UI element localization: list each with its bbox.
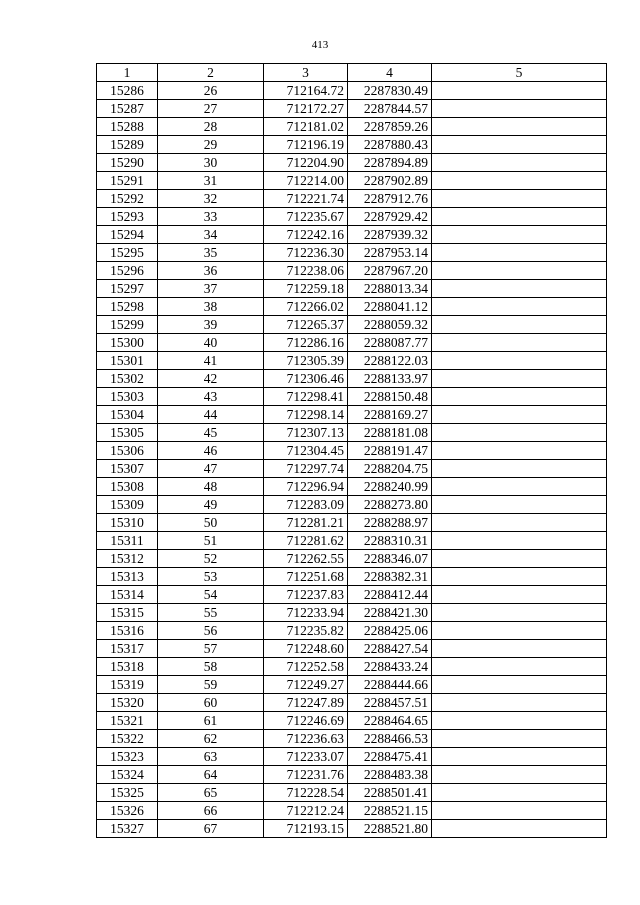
y-coordinate-cell: 2287953.14 <box>348 244 432 262</box>
note-cell <box>432 496 607 514</box>
x-coordinate-cell: 712262.55 <box>264 550 348 568</box>
point-number-cell: 37 <box>158 280 264 298</box>
point-id-cell: 15323 <box>97 748 158 766</box>
point-number-cell: 65 <box>158 784 264 802</box>
table-row <box>97 568 607 586</box>
point-id-cell: 15311 <box>97 532 158 550</box>
column-header-1: 1 <box>97 64 158 82</box>
x-coordinate-cell: 712235.67 <box>264 208 348 226</box>
y-coordinate-cell: 2288444.66 <box>348 676 432 694</box>
note-cell <box>432 568 607 586</box>
y-coordinate-cell: 2288041.12 <box>348 298 432 316</box>
x-coordinate-cell: 712196.19 <box>264 136 348 154</box>
table-row <box>97 658 607 676</box>
x-coordinate-cell: 712233.94 <box>264 604 348 622</box>
table-row <box>97 676 607 694</box>
table-row <box>97 154 607 172</box>
y-coordinate-cell: 2288133.97 <box>348 370 432 388</box>
point-number-cell: 40 <box>158 334 264 352</box>
point-id-cell: 15291 <box>97 172 158 190</box>
y-coordinate-cell: 2288288.97 <box>348 514 432 532</box>
point-number-cell: 43 <box>158 388 264 406</box>
x-coordinate-cell: 712235.82 <box>264 622 348 640</box>
table-row <box>97 388 607 406</box>
table-row <box>97 460 607 478</box>
point-id-cell: 15299 <box>97 316 158 334</box>
table-row <box>97 172 607 190</box>
y-coordinate-cell: 2288433.24 <box>348 658 432 676</box>
note-cell <box>432 694 607 712</box>
table-row <box>97 604 607 622</box>
point-number-cell: 46 <box>158 442 264 460</box>
note-cell <box>432 118 607 136</box>
point-id-cell: 15305 <box>97 424 158 442</box>
note-cell <box>432 370 607 388</box>
point-id-cell: 15300 <box>97 334 158 352</box>
y-coordinate-cell: 2288464.65 <box>348 712 432 730</box>
point-number-cell: 34 <box>158 226 264 244</box>
point-id-cell: 15302 <box>97 370 158 388</box>
point-id-cell: 15292 <box>97 190 158 208</box>
point-id-cell: 15317 <box>97 640 158 658</box>
table-body <box>97 82 607 838</box>
y-coordinate-cell: 2287844.57 <box>348 100 432 118</box>
y-coordinate-cell: 2288240.99 <box>348 478 432 496</box>
note-cell <box>432 748 607 766</box>
point-id-cell: 15287 <box>97 100 158 118</box>
table-row <box>97 766 607 784</box>
x-coordinate-cell: 712236.30 <box>264 244 348 262</box>
point-id-cell: 15314 <box>97 586 158 604</box>
note-cell <box>432 820 607 838</box>
table-row <box>97 370 607 388</box>
table-row <box>97 316 607 334</box>
y-coordinate-cell: 2288150.48 <box>348 388 432 406</box>
x-coordinate-cell: 712221.74 <box>264 190 348 208</box>
column-header-2: 2 <box>158 64 264 82</box>
y-coordinate-cell: 2288483.38 <box>348 766 432 784</box>
y-coordinate-cell: 2288273.80 <box>348 496 432 514</box>
x-coordinate-cell: 712306.46 <box>264 370 348 388</box>
point-number-cell: 42 <box>158 370 264 388</box>
x-coordinate-cell: 712298.14 <box>264 406 348 424</box>
table-row <box>97 226 607 244</box>
point-number-cell: 58 <box>158 658 264 676</box>
y-coordinate-cell: 2287880.43 <box>348 136 432 154</box>
point-id-cell: 15312 <box>97 550 158 568</box>
x-coordinate-cell: 712214.00 <box>264 172 348 190</box>
note-cell <box>432 802 607 820</box>
note-cell <box>432 244 607 262</box>
y-coordinate-cell: 2288412.44 <box>348 586 432 604</box>
y-coordinate-cell: 2288457.51 <box>348 694 432 712</box>
y-coordinate-cell: 2288475.41 <box>348 748 432 766</box>
table-row <box>97 280 607 298</box>
y-coordinate-cell: 2288169.27 <box>348 406 432 424</box>
point-id-cell: 15321 <box>97 712 158 730</box>
x-coordinate-cell: 712247.89 <box>264 694 348 712</box>
point-id-cell: 15307 <box>97 460 158 478</box>
point-id-cell: 15308 <box>97 478 158 496</box>
point-number-cell: 55 <box>158 604 264 622</box>
table-row <box>97 748 607 766</box>
x-coordinate-cell: 712231.76 <box>264 766 348 784</box>
table-row <box>97 478 607 496</box>
point-number-cell: 47 <box>158 460 264 478</box>
note-cell <box>432 172 607 190</box>
y-coordinate-cell: 2288310.31 <box>348 532 432 550</box>
point-id-cell: 15310 <box>97 514 158 532</box>
point-number-cell: 33 <box>158 208 264 226</box>
y-coordinate-cell: 2288346.07 <box>348 550 432 568</box>
x-coordinate-cell: 712204.90 <box>264 154 348 172</box>
point-id-cell: 15315 <box>97 604 158 622</box>
table-row <box>97 298 607 316</box>
note-cell <box>432 730 607 748</box>
table-row <box>97 802 607 820</box>
table-row <box>97 424 607 442</box>
x-coordinate-cell: 712283.09 <box>264 496 348 514</box>
y-coordinate-cell: 2288421.30 <box>348 604 432 622</box>
y-coordinate-cell: 2288382.31 <box>348 568 432 586</box>
table-row <box>97 334 607 352</box>
point-number-cell: 59 <box>158 676 264 694</box>
note-cell <box>432 352 607 370</box>
note-cell <box>432 208 607 226</box>
y-coordinate-cell: 2287859.26 <box>348 118 432 136</box>
column-header-4: 4 <box>348 64 432 82</box>
point-number-cell: 62 <box>158 730 264 748</box>
note-cell <box>432 658 607 676</box>
point-number-cell: 45 <box>158 424 264 442</box>
point-number-cell: 32 <box>158 190 264 208</box>
note-cell <box>432 388 607 406</box>
x-coordinate-cell: 712307.13 <box>264 424 348 442</box>
point-number-cell: 63 <box>158 748 264 766</box>
point-id-cell: 15313 <box>97 568 158 586</box>
table-row <box>97 514 607 532</box>
point-number-cell: 67 <box>158 820 264 838</box>
note-cell <box>432 478 607 496</box>
table-row <box>97 352 607 370</box>
note-cell <box>432 514 607 532</box>
table-row <box>97 640 607 658</box>
y-coordinate-cell: 2288122.03 <box>348 352 432 370</box>
point-id-cell: 15324 <box>97 766 158 784</box>
note-cell <box>432 550 607 568</box>
point-number-cell: 30 <box>158 154 264 172</box>
note-cell <box>432 82 607 100</box>
note-cell <box>432 100 607 118</box>
point-id-cell: 15316 <box>97 622 158 640</box>
note-cell <box>432 442 607 460</box>
table-header-row <box>97 64 607 82</box>
table-row <box>97 442 607 460</box>
point-number-cell: 52 <box>158 550 264 568</box>
x-coordinate-cell: 712236.63 <box>264 730 348 748</box>
y-coordinate-cell: 2288013.34 <box>348 280 432 298</box>
x-coordinate-cell: 712304.45 <box>264 442 348 460</box>
y-coordinate-cell: 2288521.80 <box>348 820 432 838</box>
note-cell <box>432 460 607 478</box>
x-coordinate-cell: 712246.69 <box>264 712 348 730</box>
point-number-cell: 41 <box>158 352 264 370</box>
point-id-cell: 15319 <box>97 676 158 694</box>
point-number-cell: 56 <box>158 622 264 640</box>
y-coordinate-cell: 2288521.15 <box>348 802 432 820</box>
point-number-cell: 64 <box>158 766 264 784</box>
table-row <box>97 496 607 514</box>
point-id-cell: 15306 <box>97 442 158 460</box>
note-cell <box>432 334 607 352</box>
point-id-cell: 15293 <box>97 208 158 226</box>
table-row <box>97 532 607 550</box>
y-coordinate-cell: 2288087.77 <box>348 334 432 352</box>
point-number-cell: 26 <box>158 82 264 100</box>
point-id-cell: 15304 <box>97 406 158 424</box>
table-row <box>97 244 607 262</box>
y-coordinate-cell: 2288191.47 <box>348 442 432 460</box>
table-row <box>97 820 607 838</box>
y-coordinate-cell: 2287894.89 <box>348 154 432 172</box>
note-cell <box>432 226 607 244</box>
note-cell <box>432 712 607 730</box>
x-coordinate-cell: 712265.37 <box>264 316 348 334</box>
table-row <box>97 730 607 748</box>
point-number-cell: 31 <box>158 172 264 190</box>
x-coordinate-cell: 712305.39 <box>264 352 348 370</box>
point-number-cell: 39 <box>158 316 264 334</box>
y-coordinate-cell: 2288059.32 <box>348 316 432 334</box>
x-coordinate-cell: 712237.83 <box>264 586 348 604</box>
point-number-cell: 61 <box>158 712 264 730</box>
x-coordinate-cell: 712251.68 <box>264 568 348 586</box>
point-number-cell: 49 <box>158 496 264 514</box>
column-header-5: 5 <box>432 64 607 82</box>
point-id-cell: 15286 <box>97 82 158 100</box>
coordinates-table <box>96 63 607 838</box>
y-coordinate-cell: 2288181.08 <box>348 424 432 442</box>
table-row <box>97 82 607 100</box>
y-coordinate-cell: 2287967.20 <box>348 262 432 280</box>
note-cell <box>432 640 607 658</box>
point-id-cell: 15327 <box>97 820 158 838</box>
note-cell <box>432 586 607 604</box>
table-row <box>97 262 607 280</box>
x-coordinate-cell: 712259.18 <box>264 280 348 298</box>
point-number-cell: 66 <box>158 802 264 820</box>
point-number-cell: 35 <box>158 244 264 262</box>
table-row <box>97 190 607 208</box>
y-coordinate-cell: 2287902.89 <box>348 172 432 190</box>
x-coordinate-cell: 712298.41 <box>264 388 348 406</box>
point-id-cell: 15289 <box>97 136 158 154</box>
point-number-cell: 51 <box>158 532 264 550</box>
x-coordinate-cell: 712228.54 <box>264 784 348 802</box>
note-cell <box>432 766 607 784</box>
note-cell <box>432 316 607 334</box>
table-row <box>97 622 607 640</box>
note-cell <box>432 604 607 622</box>
x-coordinate-cell: 712252.58 <box>264 658 348 676</box>
point-id-cell: 15322 <box>97 730 158 748</box>
x-coordinate-cell: 712233.07 <box>264 748 348 766</box>
point-id-cell: 15294 <box>97 226 158 244</box>
point-id-cell: 15297 <box>97 280 158 298</box>
point-number-cell: 27 <box>158 100 264 118</box>
x-coordinate-cell: 712296.94 <box>264 478 348 496</box>
y-coordinate-cell: 2288425.06 <box>348 622 432 640</box>
point-number-cell: 36 <box>158 262 264 280</box>
point-id-cell: 15301 <box>97 352 158 370</box>
note-cell <box>432 784 607 802</box>
point-id-cell: 15298 <box>97 298 158 316</box>
x-coordinate-cell: 712248.60 <box>264 640 348 658</box>
table-row <box>97 586 607 604</box>
table-row <box>97 784 607 802</box>
x-coordinate-cell: 712164.72 <box>264 82 348 100</box>
point-number-cell: 50 <box>158 514 264 532</box>
table-row <box>97 406 607 424</box>
x-coordinate-cell: 712286.16 <box>264 334 348 352</box>
y-coordinate-cell: 2287939.32 <box>348 226 432 244</box>
note-cell <box>432 154 607 172</box>
table-row <box>97 208 607 226</box>
point-number-cell: 28 <box>158 118 264 136</box>
x-coordinate-cell: 712297.74 <box>264 460 348 478</box>
y-coordinate-cell: 2288501.41 <box>348 784 432 802</box>
table-row <box>97 550 607 568</box>
note-cell <box>432 424 607 442</box>
x-coordinate-cell: 712242.16 <box>264 226 348 244</box>
page-number: 413 <box>311 39 329 51</box>
point-id-cell: 15303 <box>97 388 158 406</box>
point-id-cell: 15325 <box>97 784 158 802</box>
point-number-cell: 38 <box>158 298 264 316</box>
y-coordinate-cell: 2287830.49 <box>348 82 432 100</box>
note-cell <box>432 676 607 694</box>
x-coordinate-cell: 712181.02 <box>264 118 348 136</box>
x-coordinate-cell: 712193.15 <box>264 820 348 838</box>
point-number-cell: 29 <box>158 136 264 154</box>
point-id-cell: 15318 <box>97 658 158 676</box>
y-coordinate-cell: 2287912.76 <box>348 190 432 208</box>
note-cell <box>432 190 607 208</box>
x-coordinate-cell: 712281.62 <box>264 532 348 550</box>
y-coordinate-cell: 2287929.42 <box>348 208 432 226</box>
note-cell <box>432 298 607 316</box>
point-number-cell: 44 <box>158 406 264 424</box>
table-row <box>97 118 607 136</box>
note-cell <box>432 406 607 424</box>
point-id-cell: 15295 <box>97 244 158 262</box>
point-id-cell: 15288 <box>97 118 158 136</box>
column-header-3: 3 <box>264 64 348 82</box>
note-cell <box>432 622 607 640</box>
x-coordinate-cell: 712238.06 <box>264 262 348 280</box>
y-coordinate-cell: 2288427.54 <box>348 640 432 658</box>
table-row <box>97 694 607 712</box>
point-id-cell: 15290 <box>97 154 158 172</box>
point-id-cell: 15296 <box>97 262 158 280</box>
point-number-cell: 60 <box>158 694 264 712</box>
x-coordinate-cell: 712172.27 <box>264 100 348 118</box>
table-row <box>97 712 607 730</box>
point-number-cell: 48 <box>158 478 264 496</box>
point-id-cell: 15309 <box>97 496 158 514</box>
x-coordinate-cell: 712281.21 <box>264 514 348 532</box>
note-cell <box>432 280 607 298</box>
point-id-cell: 15320 <box>97 694 158 712</box>
x-coordinate-cell: 712249.27 <box>264 676 348 694</box>
table-row <box>97 136 607 154</box>
point-number-cell: 54 <box>158 586 264 604</box>
note-cell <box>432 262 607 280</box>
y-coordinate-cell: 2288204.75 <box>348 460 432 478</box>
point-number-cell: 57 <box>158 640 264 658</box>
y-coordinate-cell: 2288466.53 <box>348 730 432 748</box>
point-number-cell: 53 <box>158 568 264 586</box>
note-cell <box>432 136 607 154</box>
x-coordinate-cell: 712266.02 <box>264 298 348 316</box>
table-row <box>97 100 607 118</box>
x-coordinate-cell: 712212.24 <box>264 802 348 820</box>
note-cell <box>432 532 607 550</box>
point-id-cell: 15326 <box>97 802 158 820</box>
